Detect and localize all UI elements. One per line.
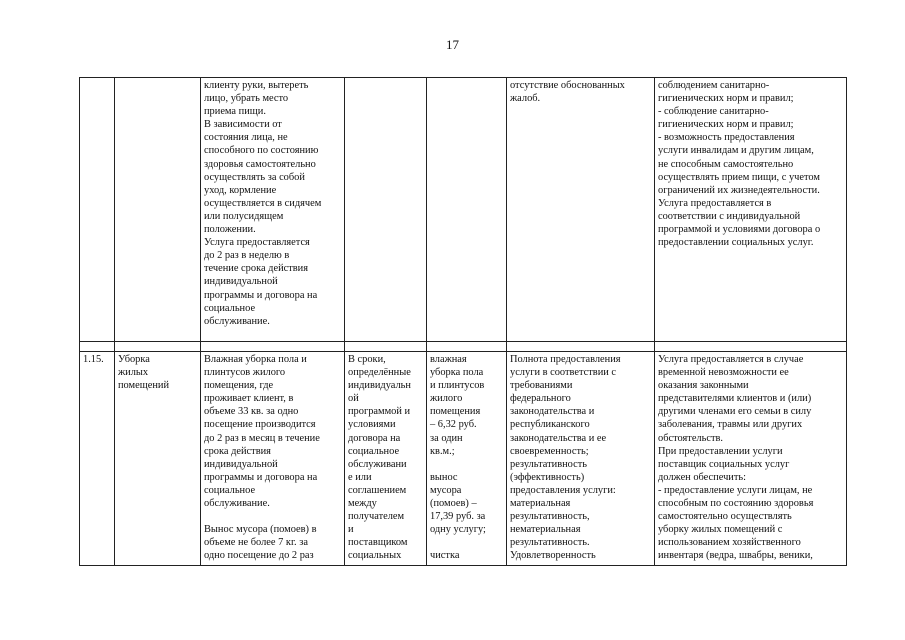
- cell-text-line: индивидуальн: [348, 380, 411, 392]
- cell-text-line: результативность: [510, 458, 588, 470]
- cell-terms: [345, 352, 427, 566]
- cell-text-line: - предоставление услуги лицам, не: [658, 484, 813, 496]
- page-number: 17: [446, 37, 459, 52]
- cell-number: [80, 352, 115, 566]
- cell-text-line: ой: [348, 393, 359, 405]
- cell-text-line: поставщик социальных услуг: [658, 458, 790, 470]
- cell-text-line: - соблюдение санитарно-: [658, 106, 769, 118]
- cell-text-line: 17,39 руб. за: [430, 511, 486, 523]
- cell-conditions: [655, 352, 847, 566]
- cell-text-line: представителями клиентов и (или): [658, 393, 812, 405]
- cell-text-line: посещение производится: [204, 419, 316, 431]
- cell-text-line: обстоятельств.: [658, 432, 724, 444]
- cell-text-line: влажная: [430, 354, 467, 365]
- cell-text-line: лицо, убрать место: [204, 93, 289, 105]
- cell-text-line: Полнота предоставления: [510, 354, 621, 365]
- cell-text-line: В зависимости от: [204, 119, 282, 131]
- cell-text-line: плинтусов жилого: [204, 367, 286, 379]
- cell-text-line: условиями: [348, 419, 396, 431]
- cell-text-line: не способным самостоятельно: [658, 158, 794, 170]
- cell-text-line: поставщиком: [348, 537, 408, 549]
- cell-text-line: инвентаря (ведра, швабры, веники,: [658, 550, 813, 562]
- cell-text-line: определённые: [348, 367, 411, 379]
- cell-text-line: индивидуальной: [204, 458, 278, 470]
- cell-text-line: социальных: [348, 550, 402, 562]
- cell-text-line: гигиенических норм и правил;: [658, 93, 794, 105]
- cell-text-line: индивидуальной: [204, 276, 278, 288]
- cell-text-line: материальная: [510, 498, 571, 510]
- cell-description: [201, 352, 345, 566]
- cell-text-line: программой и условиями договора о: [658, 224, 821, 236]
- cell-tariff: [427, 352, 507, 566]
- cell-text-line: услуги инвалидам и другим лицам,: [658, 145, 814, 157]
- cell-text-line: срока действия: [204, 445, 271, 457]
- cell-text-line: законодательства и ее: [510, 432, 607, 444]
- cell-conditions: [655, 78, 847, 342]
- cell-text-line: проживает клиент, в: [204, 393, 294, 405]
- cell-tariff: [427, 78, 507, 342]
- cell-text-line: программы и договора на: [204, 289, 318, 301]
- cell-text-line: жилого: [430, 393, 463, 405]
- cell-text-line: – 6,32 руб.: [430, 419, 477, 431]
- cell-text-line: - возможность предоставления: [658, 132, 795, 144]
- cell-text-line: [430, 458, 503, 471]
- cell-text-line: результативность.: [510, 537, 590, 549]
- cell-text-line: нематериальная: [510, 524, 581, 536]
- cell-text-line: программой и: [348, 406, 411, 418]
- cell-text-line: жилых: [118, 367, 149, 379]
- cell-text-line: При предоставлении услуги: [658, 445, 783, 457]
- cell-text-line: Влажная уборка пола и: [204, 354, 307, 365]
- cell-text-line: положении.: [204, 224, 256, 236]
- cell-text-line: помещения, где: [204, 380, 274, 392]
- cell-text-line: использованием хозяйственного: [658, 537, 801, 549]
- cell-text-line: социальное: [348, 445, 400, 457]
- cell-text-line: за один: [430, 432, 463, 444]
- table-row: [80, 352, 847, 566]
- cell-text-line: осуществляется в сидячем: [204, 197, 322, 209]
- cell-text-line: результативность,: [510, 511, 590, 523]
- cell-text-line: до 2 раз в неделю в: [204, 250, 290, 262]
- cell-text-line: здоровья самостоятельно: [204, 158, 316, 170]
- cell-text-line: ограничений их жизнедеятельности.: [658, 184, 820, 196]
- cell-text-line: до 2 раз в месяц в течение: [204, 432, 320, 444]
- cell-text-line: помещений: [118, 380, 170, 392]
- cell-text-line: приема пищи.: [204, 106, 266, 118]
- cell-text-line: Услуга предоставляется в: [658, 197, 772, 209]
- cell-text-line: одно посещение до 2 раз: [204, 550, 314, 562]
- cell-text-line: осуществлять за собой: [204, 171, 305, 183]
- cell-text-line: отсутствие обоснованных: [510, 80, 625, 91]
- cell-text-line: между: [348, 498, 377, 510]
- cell-text-line: способного по состоянию: [204, 145, 319, 157]
- cell-text-line: клиенту руки, вытереть: [204, 80, 309, 91]
- cell-text-line: помещения: [430, 406, 481, 418]
- cell-text-line: временной невозможности ее: [658, 367, 789, 379]
- cell-description: [201, 78, 345, 342]
- cell-text-line: гигиенических норм и правил;: [658, 119, 794, 131]
- cell-text-line: и плинтусов: [430, 380, 485, 392]
- cell-text-line: оказания законными: [658, 380, 749, 392]
- cell-text-line: (помоев) –: [430, 497, 477, 509]
- cell-text-line: уборка пола: [430, 367, 484, 379]
- cell-text-line: федерального: [510, 393, 571, 405]
- cell-text-line: Уборка: [118, 354, 150, 365]
- cell-text-line: соглашением: [348, 484, 407, 496]
- cell-text-line: уход, кормление: [204, 184, 277, 196]
- cell-text-line: и: [348, 524, 354, 536]
- cell-quality-indicators: [507, 78, 655, 342]
- cell-number: [80, 78, 115, 342]
- cell-text-line: уборку жилых помещений с: [658, 524, 783, 536]
- cell-text-line: соблюдением санитарно-: [658, 80, 770, 91]
- cell-text-line: объеме 33 кв. за одно: [204, 406, 299, 418]
- cell-text-line: услуги в соответствии с: [510, 367, 617, 379]
- cell-text-line: Удовлетворенность: [510, 550, 596, 562]
- row-separator: [80, 342, 847, 352]
- cell-text-line: чистка: [430, 550, 460, 562]
- cell-text-line: другими членами его семьи в силу: [658, 406, 812, 418]
- cell-text-line: состояния лица, не: [204, 132, 288, 144]
- cell-text-line: предоставления услуги:: [510, 484, 616, 496]
- cell-text-line: должен обеспечить:: [658, 471, 747, 483]
- cell-text-line: Вынос мусора (помоев) в: [204, 524, 317, 536]
- table-row: [80, 78, 847, 342]
- cell-text-line: е или: [348, 471, 372, 483]
- cell-text-line: программы и договора на: [204, 471, 318, 483]
- cell-text-line: вынос: [430, 471, 458, 483]
- cell-service-name: [115, 78, 201, 342]
- cell-service-name: [115, 352, 201, 566]
- cell-text-line: или полусидящем: [204, 210, 284, 222]
- cell-text-line: договора на: [348, 432, 401, 444]
- cell-text-line: социальное: [204, 484, 256, 496]
- cell-text-line: республиканского: [510, 419, 590, 431]
- cell-text-line: способным по состоянию здоровья: [658, 498, 814, 510]
- cell-text-line: получателем: [348, 511, 405, 523]
- services-table: [79, 77, 847, 566]
- cell-text-line: 1.15.: [83, 354, 104, 365]
- cell-text-line: Услуга предоставляется в случае: [658, 354, 804, 365]
- cell-text-line: (эффективность): [510, 471, 585, 483]
- cell-quality-indicators: [507, 352, 655, 566]
- cell-text-line: осуществлять прием пищи, с учетом: [658, 171, 820, 183]
- cell-text-line: жалоб.: [510, 93, 541, 105]
- cell-text-line: объеме не более 7 кг. за: [204, 537, 308, 549]
- cell-text-line: требованиями: [510, 380, 573, 392]
- cell-terms: [345, 78, 427, 342]
- cell-text-line: мусора: [430, 484, 462, 496]
- cell-text-line: Услуга предоставляется: [204, 237, 310, 249]
- cell-text-line: [430, 536, 503, 549]
- cell-text-line: заболевания, травмы или других: [658, 419, 803, 431]
- cell-text-line: своевременность;: [510, 445, 589, 457]
- cell-text-line: обслуживание.: [204, 498, 270, 510]
- cell-text-line: социальное: [204, 302, 256, 314]
- cell-text-line: соответствии с индивидуальной: [658, 210, 801, 222]
- cell-text-line: течение срока действия: [204, 263, 309, 275]
- cell-text-line: самостоятельно осуществлять: [658, 511, 792, 523]
- cell-text-line: В сроки,: [348, 354, 386, 365]
- cell-text-line: обслуживани: [348, 458, 407, 470]
- cell-text-line: обслуживание.: [204, 315, 270, 327]
- cell-text-line: одну услугу;: [430, 524, 486, 536]
- cell-text-line: законодательства и: [510, 406, 595, 418]
- cell-text-line: [204, 510, 341, 523]
- cell-text-line: предоставлении социальных услуг.: [658, 237, 814, 249]
- cell-text-line: кв.м.;: [430, 445, 455, 457]
